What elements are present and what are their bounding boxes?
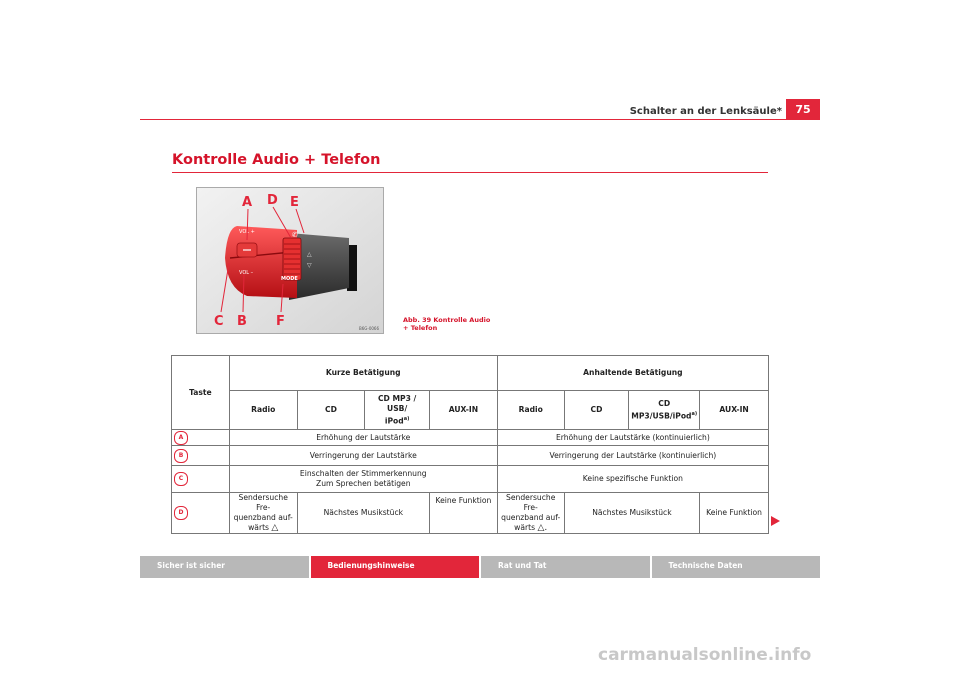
col-kurz: Kurze Betätigung (229, 356, 497, 391)
footer-nav (140, 556, 820, 578)
figure-steering-switch (196, 187, 384, 334)
table-row: A Erhöhung der Lautstärke Erhöhung der Lautstärke (kontinuierlich) (172, 430, 769, 446)
up-triangle-icon: △. (537, 523, 548, 533)
sub-mp3: CD MP3 / USB/ iPod$^{a)}$ (365, 391, 430, 430)
next-page-arrow-icon[interactable] (771, 516, 780, 526)
down-icon: ▽ (307, 262, 312, 269)
label-b: B (237, 314, 247, 329)
label-f: F (276, 314, 285, 329)
key-badge-b: B (174, 449, 188, 463)
label-e: E (290, 195, 299, 210)
figure-caption: Abb. 39 Kontrolle Audio + Telefon (403, 316, 491, 332)
up-icon: △ (307, 251, 312, 258)
section-title: Kontrolle Audio + Telefon (172, 152, 381, 168)
col-anhaltend: Anhaltende Betätigung (497, 356, 768, 391)
key-badge-c: C (174, 472, 188, 486)
key-badge-d: D (174, 506, 188, 520)
up-triangle-icon: △ (271, 523, 279, 533)
mode-label: MODE (281, 276, 298, 282)
switch-illustration (197, 188, 383, 333)
sub-anh-aux: AUX-IN (700, 391, 769, 430)
control-table (171, 355, 769, 534)
col-taste: Taste (172, 356, 230, 430)
label-c: C (214, 314, 224, 329)
label-a: A (242, 195, 253, 210)
sub-aux: AUX-IN (430, 391, 498, 430)
figure-code: B6G-0066 (359, 326, 380, 331)
footer-tab-technische[interactable]: Technische Daten (652, 556, 821, 578)
footer-tab-bedienung[interactable]: Bedienungshinweise (311, 556, 480, 578)
sub-anh-cd: CD (564, 391, 629, 430)
footer-tab-rat[interactable]: Rat und Tat (481, 556, 650, 578)
table-row: D Sendersuche Fre- quenzband auf- wärts △ Nächstes Musikstück Keine Funktion Sendersuche Fre- quenzband auf- wärts △. Nächstes Musikstück Keine Funktion (172, 493, 769, 534)
watermark: carmanualsonline.info (598, 645, 812, 665)
running-header-title: Schalter an der Lenksäule* (629, 106, 782, 117)
table-row: C Einschalten der Stimmerkennung Zum Sprechen betätigen Keine spezifische Funktion (172, 466, 769, 493)
phone-icon: ✆ (292, 231, 298, 239)
footer-tab-sicher[interactable]: Sicher ist sicher (140, 556, 309, 578)
vol-minus-label: VOL – (239, 270, 254, 276)
vol-plus-label: VOL + (239, 229, 255, 235)
sub-anh-mp3: CD MP3/USB/iPod$^{a)}$ (629, 391, 700, 430)
key-badge-a: A (174, 431, 188, 445)
sub-radio: Radio (229, 391, 297, 430)
page-number: 75 (786, 99, 820, 119)
table-row: B Verringerung der Lautstärke Verringerung der Lautstärke (kontinuierlich) (172, 446, 769, 466)
section-rule (172, 172, 768, 173)
sub-anh-radio: Radio (497, 391, 564, 430)
sub-cd: CD (297, 391, 365, 430)
header-rule (140, 119, 820, 120)
label-d: D (267, 193, 278, 208)
